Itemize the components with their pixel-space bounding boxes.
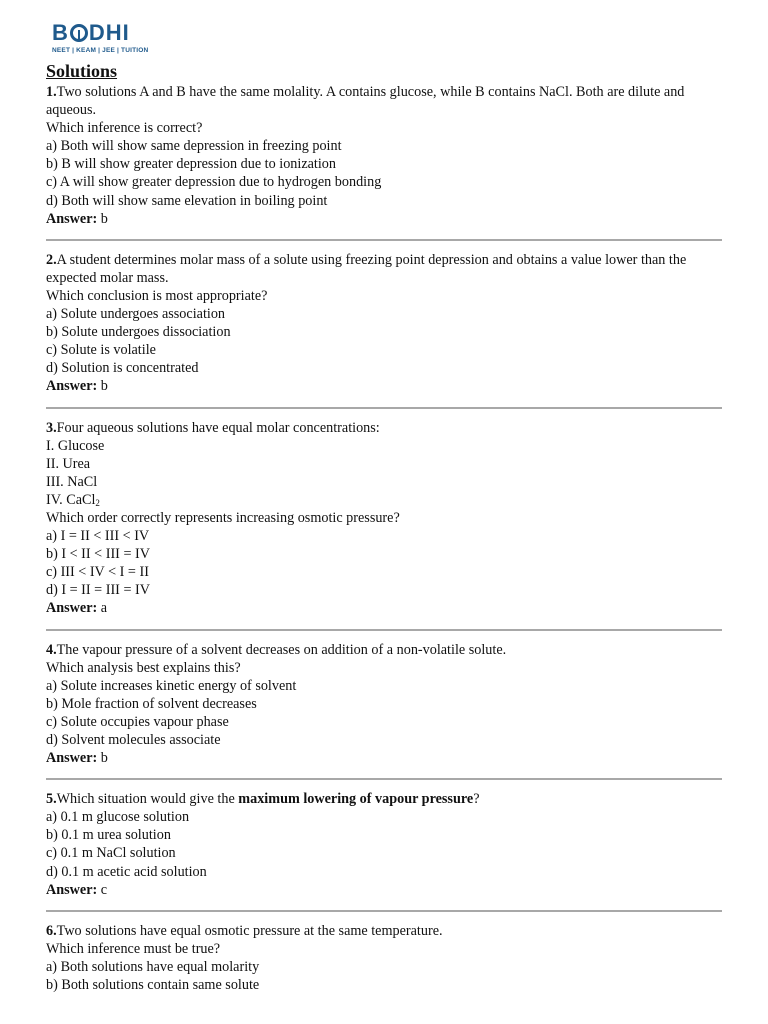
- option-a: a) Both solutions have equal molarity: [46, 958, 260, 975]
- page-title: Solutions: [46, 61, 118, 81]
- answer-label: Answer:: [46, 210, 98, 227]
- option-d: d) Both will show same elevation in boiling point: [46, 192, 328, 209]
- answer-label: Answer:: [46, 600, 98, 617]
- logo-letters-dhi: DHI: [88, 20, 130, 45]
- divider: [46, 629, 722, 631]
- answer-value: c: [100, 881, 108, 898]
- formula-subscript: 2: [95, 497, 100, 508]
- answer-value: b: [100, 378, 108, 395]
- question-1: [46, 83, 726, 228]
- option-b: b) Mole fraction of solvent decreases: [46, 695, 257, 712]
- question-5: [46, 790, 726, 899]
- question-text: Which situation would give the: [56, 791, 239, 808]
- question-emphasis: maximum lowering of vapour pressure: [238, 791, 474, 808]
- logo-tree-icon: [70, 24, 88, 42]
- logo-wordmark: [52, 20, 147, 46]
- divider: [46, 910, 722, 912]
- question-2: [46, 251, 726, 396]
- answer-line: [46, 881, 726, 899]
- list-item-cacl2: [46, 491, 726, 509]
- question-4: [46, 641, 726, 768]
- question-number: 3.: [46, 419, 57, 436]
- answer-value: b: [100, 210, 108, 227]
- bodhi-logo: [52, 20, 147, 56]
- answer-label: Answer:: [46, 378, 98, 395]
- question-text: A student determines molar mass of a solute using freezing point depression and obtains a value lower than the expected molar mass.: [46, 251, 687, 286]
- option-a: a) Both will show same depression in freezing point: [46, 138, 342, 155]
- question-prompt: Which inference is correct?: [46, 120, 203, 137]
- list-item-nacl: III. NaCl: [46, 473, 98, 490]
- question-number: 5.: [46, 791, 57, 808]
- option-b: b) Both solutions contain same solute: [46, 977, 260, 994]
- question-3: [46, 419, 726, 618]
- logo-letter-b: B: [52, 20, 69, 45]
- answer-line: [46, 749, 726, 767]
- option-b: b) 0.1 m urea solution: [46, 827, 171, 844]
- question-text: The vapour pressure of a solvent decreases on addition of a non-volatile solute.: [56, 641, 507, 658]
- formula-text: IV. CaCl: [46, 491, 96, 508]
- question-prompt: Which conclusion is most appropriate?: [46, 287, 268, 304]
- divider: [46, 239, 722, 241]
- option-d: d) I = II = III = IV: [46, 582, 150, 599]
- divider: [46, 778, 722, 780]
- question-number: 1.: [46, 84, 57, 100]
- logo-tagline: NEET | KEAM | JEE | TUITION: [52, 47, 149, 54]
- question-text: Four aqueous solutions have equal molar concentrations:: [56, 419, 380, 436]
- option-a: a) I = II < III < IV: [46, 528, 150, 545]
- question-prompt: Which analysis best explains this?: [46, 659, 241, 676]
- question-stem: [46, 922, 726, 940]
- question-text: Two solutions have equal osmotic pressure at the same temperature.: [56, 922, 443, 939]
- answer-line: [46, 377, 726, 395]
- question-stem: [46, 790, 726, 808]
- option-d: d) Solvent molecules associate: [46, 732, 221, 748]
- option-d: d) 0.1 m acetic acid solution: [46, 863, 207, 880]
- option-a: a) Solute increases kinetic energy of solvent: [46, 677, 297, 694]
- option-a: a) 0.1 m glucose solution: [46, 809, 190, 826]
- question-stem: [46, 419, 726, 437]
- question-number: 6.: [46, 922, 57, 939]
- list-item-urea: II. Urea: [46, 455, 91, 472]
- option-a: a) Solute undergoes association: [46, 306, 226, 323]
- option-c: c) III < IV < I = II: [46, 564, 149, 581]
- question-number: 2.: [46, 251, 57, 268]
- question-6: [46, 922, 726, 994]
- answer-line: [46, 599, 726, 617]
- question-prompt: Which inference must be true?: [46, 940, 221, 957]
- document-body: [46, 60, 726, 994]
- question-text-end: ?: [473, 791, 480, 808]
- option-c: c) 0.1 m NaCl solution: [46, 845, 176, 862]
- question-prompt: Which order correctly represents increasing osmotic pressure?: [46, 509, 400, 526]
- option-b: b) Solute undergoes dissociation: [46, 324, 231, 341]
- answer-value: b: [100, 750, 108, 767]
- question-stem: [46, 83, 726, 119]
- question-stem: [46, 641, 726, 659]
- option-b: b) B will show greater depression due to ionization: [46, 156, 336, 173]
- option-b: b) I < II < III = IV: [46, 546, 150, 563]
- answer-line: [46, 210, 726, 228]
- divider: [46, 407, 722, 409]
- list-item-glucose: I. Glucose: [46, 437, 105, 454]
- answer-value: a: [100, 600, 108, 617]
- question-text: Two solutions A and B have the same molality. A contains glucose, while B contains NaCl. Both are dilute and aqueous.: [46, 84, 685, 119]
- question-number: 4.: [46, 641, 57, 658]
- option-c: c) Solute occupies vapour phase: [46, 713, 229, 730]
- option-d: d) Solution is concentrated: [46, 360, 199, 377]
- answer-label: Answer:: [46, 881, 98, 898]
- question-stem: [46, 251, 726, 287]
- option-c: c) Solute is volatile: [46, 342, 156, 359]
- option-c: c) A will show greater depression due to hydrogen bonding: [46, 174, 382, 191]
- answer-label: Answer:: [46, 750, 98, 767]
